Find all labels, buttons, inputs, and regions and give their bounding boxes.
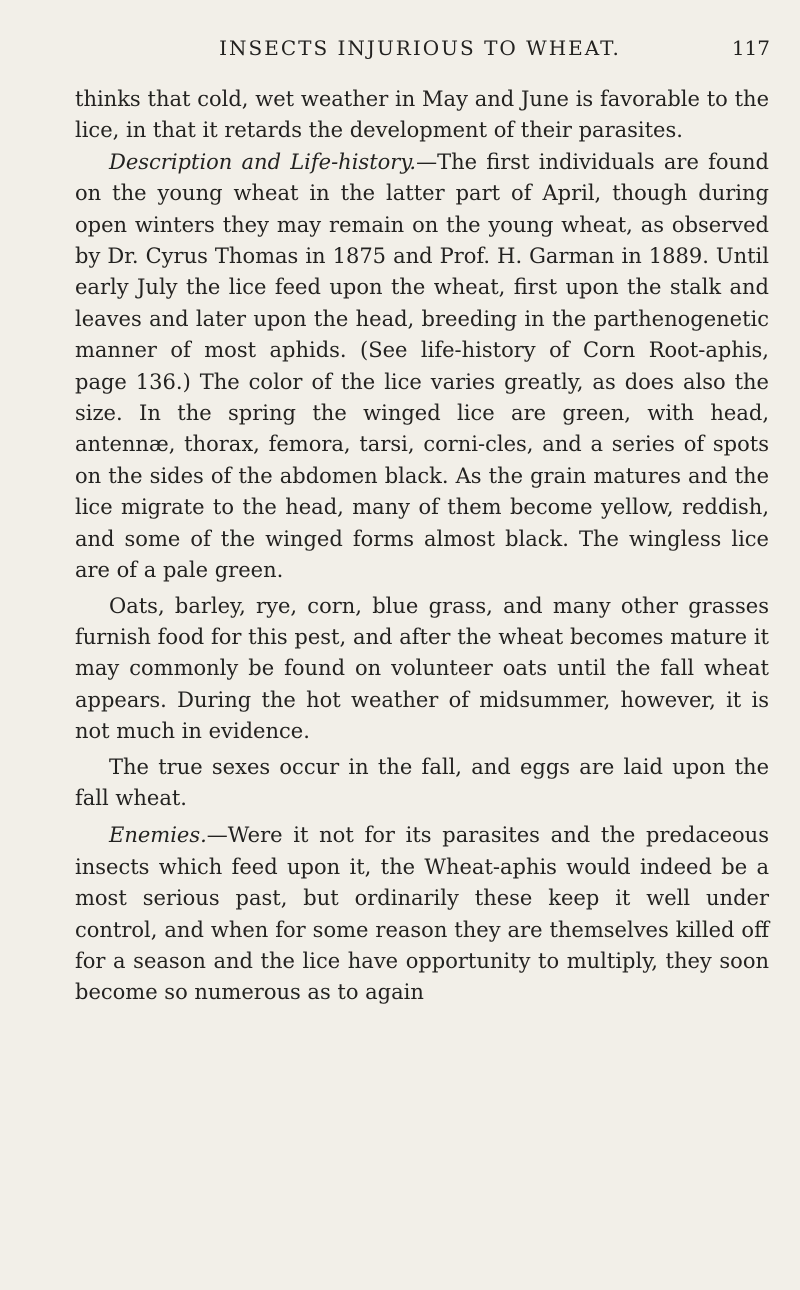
paragraph-true-sexes: The true sexes occur in the fall, and eggs are laid upon the fall wheat.	[75, 754, 769, 810]
body-text	[75, 84, 769, 1009]
paragraph-description	[75, 147, 769, 587]
paragraph-food-plants: Oats, barley, rye, corn, blue grass, and many other grasses furnish food for this pest, and after the wheat becomes mature it may commonly be found on volunteer oats until the fall wheat appears. During the hot weather of midsummer, however, it is not much in evidence.	[75, 593, 769, 744]
enemies-text: —Were it not for its parasites and the predaceous insects which feed upon it, the Wheat-aphis would indeed be a most serious past, but ordinarily these keep it well under control, and when for some reason they are themselves killed off for a season and the lice have opportunity to multiply, they soon become so numerous as to again	[75, 823, 769, 1005]
description-text: —The first individuals are found on the young wheat in the latter part of April, though during open winters they may remain on the young wheat, as observed by Dr. Cyrus Thomas in 1875 and Prof. H. Garman in 1889. Until early July the lice feed upon the wheat, first upon the stalk and leaves and later upon the head, breeding in the parthenogenetic manner of most aphids. (See life-history of Corn Root-aphis, page 136.) The color of the lice varies greatly, as does also the size. In the spring the winged lice are green, with head, antennæ, thorax, femora, tarsi, corni-cles, and a series of spots on the sides of the abdomen black. As the grain matures and the lice migrate to the head, many of them become yellow, reddish, and some of the winged forms almost black. The wingless lice are of a pale green.	[75, 149, 769, 583]
page-header	[70, 36, 770, 70]
running-title: INSECTS INJURIOUS TO WHEAT.	[219, 36, 621, 60]
section-heading-description: Description and Life-history.	[109, 149, 417, 174]
page-number: 117	[731, 36, 770, 60]
paragraph-continuation: thinks that cold, wet weather in May and June is favorable to the lice, in that it retards the development of their parasites.	[75, 87, 769, 143]
section-heading-enemies: Enemies.	[109, 823, 207, 848]
paragraph-enemies	[75, 820, 769, 1008]
